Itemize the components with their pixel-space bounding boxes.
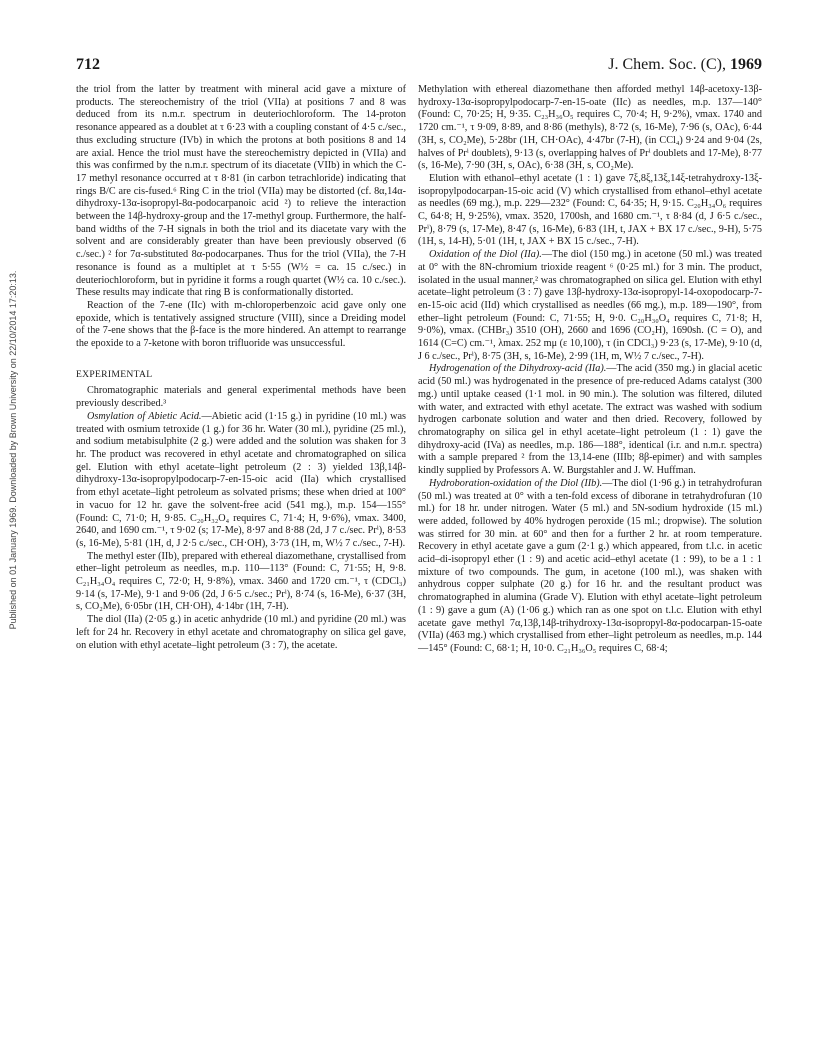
paragraph-lead: Osmylation of Abietic Acid.	[87, 410, 202, 422]
journal-name: J. Chem. Soc. (C),	[608, 56, 726, 73]
left-column	[76, 84, 406, 652]
continued-paragraph	[418, 84, 762, 173]
journal-citation	[608, 56, 762, 74]
download-notice-text: Published on 01 January 1969. Downloaded by Brown University on 22/10/2014 17:20:13.	[8, 270, 18, 630]
paragraph	[418, 173, 762, 249]
paragraph	[418, 478, 762, 656]
paragraph	[76, 385, 406, 410]
paragraph-text: Chromatographic materials and general experimental methods have been previously described.³	[76, 385, 406, 410]
paragraph-text: —The diol (150 mg.) in acetone (50 ml.) was treated at 0° with the 8N-chromium trioxide reagent ⁶ (0·25 ml.) for 3 min. The product, isolated in the usual manner,² was chromatographed on silica gel. Elution with ethyl acetate–light petroleum (3 : 7) gave 13β-hydroxy-13α-isopropyl-14-oxopodocarp-7-en-15-oic acid (IId) which crystallised as needles (66 mg.), m.p. 189—190°, from ether–light petroleum (Found: C, 71·55; H, 9·0. C₂₀H₃₀O₄ requires C, 71·8; H, 9·0%), νmax. (CHBr₃) 3510 (OH), 2660 and 1696 (CO₂H), 1690sh. (C = O), and 1614 (C=C) cm.⁻¹, λmax. 252 mμ (ε 10,100), τ (in CDCl₃) 9·23 (s, 17-Me), 9·10 (d, J 6 c./sec., Prⁱ), 8·75 (3H, s, 16-Me), 2·99 (1H, m, W½ 7 c./sec., 7-H).	[418, 249, 762, 362]
page-number: 712	[76, 56, 100, 73]
paragraph	[418, 249, 762, 363]
right-column	[418, 84, 762, 656]
section-heading: EXPERIMENTAL	[76, 368, 153, 380]
paragraph	[76, 300, 406, 351]
paragraph	[76, 411, 406, 551]
paragraph-text: —The acid (350 mg.) in glacial acetic acid (50 ml.) was hydrogenated in the presence of pre-reduced Adams catalyst (300 mg.) until uptake ceased (1·1 mol. in 90 min.). The solution was filtered, diluted with water, and extracted with ethyl acetate. The extract was washed with sodium hydrogen carbonate solution and water and then dried. Recovery, followed by chromatography on silica gel in ethyl acetate–light petroleum (1 : 1) gave the dihydroxy-acid (IVa) as needles, m.p. 186—188°, identical (i.r. and n.m.r. spectra) with a sample prepared ² from the 13,14-ene (IIIb; 8β-epimer) and with samples kindly supplied by Professors A. W. Burgstahler and J. W. Huffman.	[418, 363, 762, 477]
paragraph-text: Reaction of the 7-ene (IIc) with m-chloroperbenzoic acid gave only one epoxide, which is tentatively assigned structure (VIII), since a Dreiding model of the 7-ene shows that the β-face is the more hindered. An attempt to rearrange the epoxide to a 7-ketone with boron trifluoride was unsuccessful.	[76, 299, 406, 350]
paragraph-text: Methylation with ethereal diazomethane then afforded methyl 14β-acetoxy-13β-hydroxy-13α-isopropylpodocarp-7-en-15-oate (IIc) as needles, m.p. 137—140° (Found: C, 70·25; H, 9·35. C₂₃H₃₆O₅ requires C, 70·4; H, 9·2%), νmax. 1740 and 1720 cm.⁻¹, τ 9·09, 8·89, and 8·86 (methyls), 8·72 (s, 16-Me), 7·96 (s, OAc), 6·44 (3H, s, CO₂Me), 5·28br (1H, CH·OAc), 4·47br (7-H), (in CCl₄) 9·24 and 9·04 (2s, halves of Prⁱ doublets), 9·13 (s, overlapping halves of Prⁱ doublets and 17-Me), 8·77 (s, 16-Me), 7·90 (3H, s, OAc), 6·38 (3H, s, CO₂Me).	[418, 84, 762, 172]
download-notice	[8, 150, 22, 750]
paragraph-text: The methyl ester (IIb), prepared with ethereal diazomethane, crystallised from ether–light petroleum as needles, m.p. 110—113° (Found: C, 71·55; H, 9·8. C₂₁H₃₄O₄ requires C, 72·0; H, 9·8%), νmax. 3460 and 1720 cm.⁻¹, τ (CDCl₃) 9·14 (s, 17-Me), 9·1 and 9·06 (2d, J 6·5 c./sec.; Prⁱ), 8·74 (s, 16-Me), 6·37 (3H, s, CO₂Me), 6·05br (1H, CH·OH), 4·14br (1H, 7-H).	[76, 550, 406, 613]
journal-year: 1969	[730, 56, 762, 73]
paragraph	[76, 551, 406, 615]
paragraph-text: —Abietic acid (1·15 g.) in pyridine (10 ml.) was treated with osmium tetroxide (1 g.) for 36 hr. Water (30 ml.), pyridine (25 ml.), and sodium metabisulphite (2 g.) were added and the solution was shaken for 3 hr. The product was recovered in ethyl acetate and chromatographed on silica gel. Elution with ethyl acetate–light petroleum (2 : 3) yielded 13β,14β-dihydroxy-13α-isopropylpodocarp-7-en-15-oic acid (IIa) which crystallised from ethyl acetate–light petroleum as solvated prisms; these when dried at 100° in vacuo for 12 hr. gave the solvent-free acid (541 mg.), m.p. 154—155° (Found: C, 71·0; H, 9·85. C₂₀H₃₂O₄ requires C, 71·4; H, 9·6%), νmax. 3400, 2640, and 1690 cm.⁻¹, τ 9·02 (s; 17-Me), 8·97 and 8·88 (2d, J 7 c./sec. Prⁱ), 8·53 (s, 16-Me), 5·81 (1H, d, J 2·5 c./sec., CH·OH), 3·73 (1H, m, W½ 7 c./sec., 7-H).	[76, 410, 406, 549]
paragraph-lead: Hydroboration-oxidation of the Diol (IIb).	[429, 477, 603, 489]
paragraph	[418, 363, 762, 477]
page-header	[76, 56, 762, 78]
paragraph-lead: Oxidation of the Diol (IIa).	[429, 249, 542, 261]
continued-paragraph	[76, 84, 406, 300]
paragraph-text: Elution with ethanol–ethyl acetate (1 : 1) gave 7ξ,8ξ,13ξ,14ξ-tetrahydroxy-13ξ-isopropylpodocarpan-15-oic acid (V) which crystallised from ethanol–ethyl acetate as needles (69 mg.), m.p. 229—232° (Found: C, 64·35; H, 9·15. C₂₀H₃₄O₆ requires C, 64·8; H, 9·25%), νmax. 3520, 1700sh, and 1680 cm.⁻¹, τ 8·84 (d, J 6·5 c./sec., Prⁱ), 8·79 (s, 17-Me), 8·47 (s, 16-Me), 6·83 (1H, t, JAX + BX 17 c./sec., 9-H), 5·75 (1H, s, 14-H), 5·01 (1H, t, JAX + BX 15 c./sec., 7-H).	[418, 172, 762, 248]
paragraph	[76, 614, 406, 652]
paragraph-text: The diol (IIa) (2·05 g.) in acetic anhydride (10 ml.) and pyridine (20 ml.) was left for 24 hr. Recovery in ethyl acetate and chromatography on silica gel gave, on elution with ethyl acetate–light petroleum (3 : 7), the acetate.	[76, 614, 406, 651]
paragraph-lead: Hydrogenation of the Dihydroxy-acid (IIa).	[429, 363, 607, 375]
paragraph-text: the triol from the latter by treatment with mineral acid gave a mixture of products. The stereochemistry of the triol (VIIa) at positions 7 and 8 was deduced from its n.m.r. spectrum in deuteriochloroform. The 14-proton resonance appeared as a doublet at τ 6·23 with a coupling constant of 4·5 c./sec., thus excluding structure (IVb) in which the protons at both positions 8 and 14 are axial. Hence the triol must have the stereochemistry depicted in (VIIa) and this was confirmed by the n.m.r. spectrum of its diacetate (VIIb) in which the C-17 methyl resonance occurred at τ 8·81 (in carbon tetrachloride) indicating that rings B/C are cis-fused.⁶ Ring C in the triol (VIIa) may be distorted (cf. 8α,14α-dihydroxy-13α-isopropyl-8α-podocarpanoic acid ²) to relieve the interaction between the 14β-hydroxy-group and the 17-methyl group. Furthermore, the half-band widths of the 7-H signals in both the triol and its diacetate vary with the solvent and are considerably greater than have been previously observed (6 c./sec.) ² for 7α-substituted 8α-podocarpanes. Thus for the triol (VIIa), the 7-H resonance is found as a multiplet at τ 5·55 (W½ = ca. 15 c./sec.) in deuteriochloroform, but in pyridine it forms a rough quartet (W½ ca. 10 c./sec.). These results may indicate that ring B is conformationally distorted.	[76, 84, 406, 299]
paragraph-text: —The diol (1·96 g.) in tetrahydrofuran (50 ml.) was treated at 0° with a ten-fold excess of diborane in tetrahydrofuran (10 ml.) for 18 hr. under nitrogen. Water (5 ml.) and 5N-sodium hydroxide (15 ml.) were added, followed by 40% hydrogen peroxide (15 ml.; dropwise). The solution was stirred for 30 min. at 60° and then for a further 2 hr. at room temperature. Recovery in ethyl acetate gave a gum (2·1 g.) which appeared, from t.l.c. in acetic acid–di-isopropyl ether (1 : 9) and acetic acid–ethyl acetate (1 : 99), to be a 1 : 1 mixture of two compounds. The gum, in acetone (100 ml.), was shaken with anhydrous copper sulphate (20 g.) for 16 hr. and the resultant product was chromatographed in alumina (Grade V). Elution with ethyl acetate–light petroleum (1 : 9) gave a gum (A) (1·06 g.) which ran as one spot on t.l.c. Elution with ethyl acetate gave methyl 7α,13β,14β-trihydroxy-13α-isopropyl-8α-podocarpan-15-oate (VIIa) (463 mg.) which crystallised from ether–light petroleum as needles, m.p. 144—145° (Found: C, 68·1; H, 10·0. C₂₁H₃₆O₅ requires C, 68·4;	[418, 477, 762, 654]
